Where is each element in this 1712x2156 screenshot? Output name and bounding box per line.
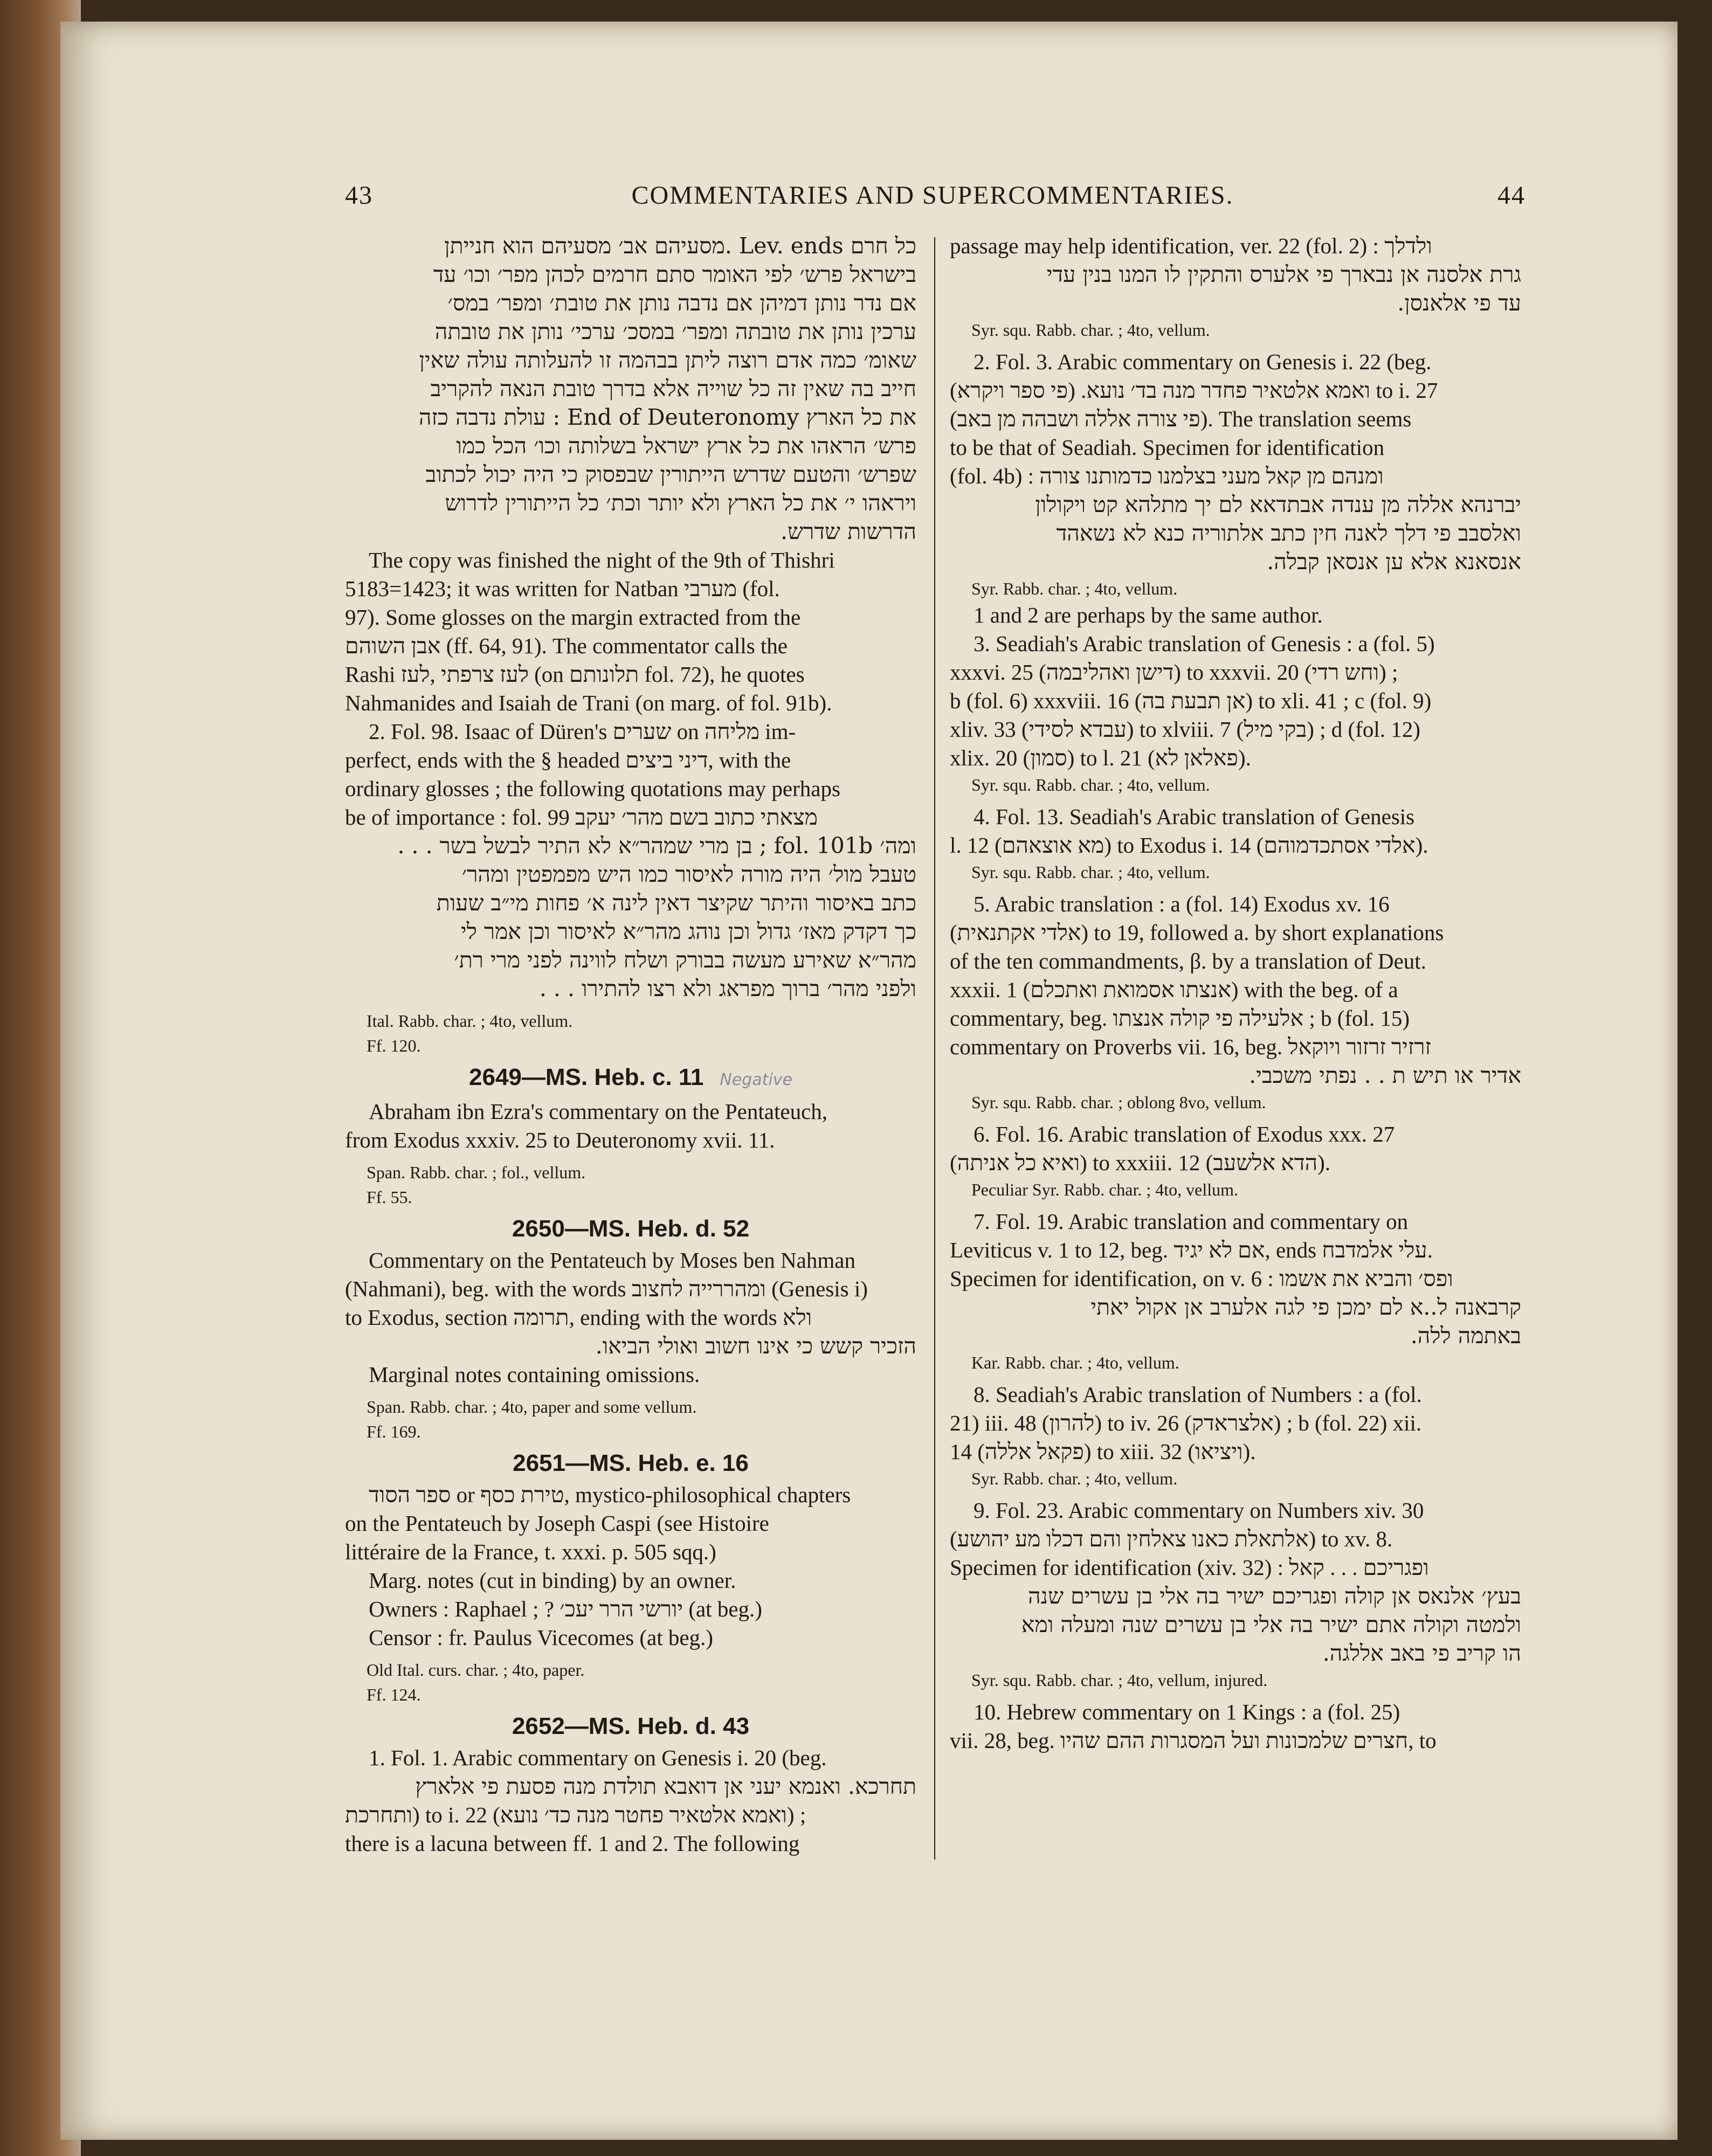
text-line: חייב בה שאין זה כל שוייה אלא בדרך טובת הנאה להקריב [430, 376, 916, 402]
folio-count: Ff. 124. [367, 1685, 421, 1704]
text-line: אם נדר נותן דמיהן אם נדבה נותן את טובת׳ ומפר׳ במס׳ [447, 290, 916, 316]
entry-2650 [345, 1212, 916, 1444]
text-line: (fol. 4b) : ומנהם מן קאל מעני בצלמנו כדמותנו צורה [950, 464, 1384, 488]
text-line: ותחרכת) to i. 22 (ואמא אלטאיר פחטר מנה כד׳ נועא) ; [345, 1802, 806, 1827]
description-meta: Syr. Rabb. char. ; 4to, vellum. [971, 1469, 1178, 1488]
text-line: באתמה ללה. [1410, 1323, 1521, 1349]
text-line: xxxii. 1 (אנצתו אסמואת ואתכלם) with the beg. of a [950, 977, 1398, 1002]
description-meta: Span. Rabb. char. ; 4to, paper and some vellum. [367, 1397, 697, 1416]
text-line: הו קריב פי באב אללגה. [1322, 1640, 1521, 1666]
text-line: (ואיא כל אניתה) to xxxiii. 12 (הדא אלשעב). [950, 1150, 1331, 1175]
text-line: יברנהא אללה מן ענדה אבתדאא לם יך מתלהא קט ויקולון [1035, 492, 1521, 517]
text-line: את כל הארץ End of Deuteronomy : עולת נדבה כזה [418, 404, 916, 430]
text-line: (Nahmani), beg. with the words ומהררייה לחצוב (Genesis i) [345, 1276, 868, 1301]
ms-heading: 2651—MS. Heb. e. 16 [513, 1450, 749, 1476]
text-line: to be that of Seadiah. Specimen for identification [950, 435, 1385, 460]
text-line: Commentary on the Pentateuch by Moses ben Nahman [369, 1248, 855, 1273]
text-line: Censor : fr. Paulus Vicecomes (at beg.) [369, 1625, 713, 1650]
text-line: הזכיר קשש כי אינו חשוב ואולי הביאו. [595, 1333, 916, 1359]
text-line: Marg. notes (cut in binding) by an owner. [369, 1568, 736, 1593]
commentary-excerpt [345, 232, 916, 546]
text-line: ויראהו י׳ את כל הארץ ולא יותר וכת׳ כל הייתורין לדרוש [445, 490, 916, 516]
text-line: 2. Fol. 98. Isaac of Düren's שערים on מליחה im- [369, 719, 796, 744]
pencil-annotation: Negative [720, 1070, 792, 1089]
text-line: כתב באיסור והיתר שקיצר דאין לינה א׳ פחות מי״ב שעות [436, 890, 916, 916]
text-line: Nahmanides and Isaiah de Trani (on marg. of fol. 91b). [345, 690, 832, 715]
item-5 [950, 890, 1521, 1115]
folio-count: Ff. 55. [367, 1187, 412, 1207]
text-line: (אלדי אקתנאית) to 19, followed a. by short explanations [950, 920, 1444, 945]
item-2-paragraph [345, 717, 916, 1058]
text-line: 14 (פקאל אללה) to xiii. 32 (ויציאו). [950, 1439, 1256, 1464]
ms-heading: 2650—MS. Heb. d. 52 [512, 1215, 750, 1242]
text-line: xlix. 20 (סמון) to l. 21 (פאלאן לא). [950, 745, 1251, 770]
text-line: littéraire de la France, t. xxxi. p. 505 sqq.) [345, 1539, 716, 1564]
text-line: מהר״א שאירע מעשה בבורק ושלח לווינה לפני מרי רת׳ [454, 947, 916, 973]
description-meta: Syr. squ. Rabb. char. ; 4to, vellum. [971, 775, 1210, 794]
description-meta: Span. Rabb. char. ; fol., vellum. [367, 1163, 586, 1182]
text-line: The copy was finished the night of the 9th of Thishri [369, 548, 835, 572]
text-line: תחרכא. ואנמא יעני אן דואבא תולדת מנה פסעת פי אלארץ [415, 1773, 916, 1799]
text-line: 7. Fol. 19. Arabic translation and commentary on [974, 1209, 1409, 1234]
text-line: commentary on Proverbs vii. 16, beg. זרזיר זרזור ויוקאל [950, 1034, 1431, 1059]
page-number-right: 44 [1497, 181, 1525, 210]
item-4 [950, 803, 1521, 884]
text-line: 4. Fol. 13. Seadiah's Arabic translation of Genesis [974, 804, 1415, 829]
item-6 [950, 1120, 1521, 1202]
description-meta: Old Ital. curs. char. ; 4to, paper. [367, 1660, 585, 1680]
column-rule [934, 237, 935, 1860]
text-line: Specimen for identification (xiv. 32) : ופגריכם . . . קאל [950, 1555, 1429, 1580]
text-line: l. 12 (מא אוצאהם) to Exodus i. 14 (אלדי אסתכדמוהם). [950, 833, 1428, 858]
text-line: שפרש׳ והטעם שדרש הייתורין שבפסוק כי היה יכול לכתוב [425, 461, 916, 487]
text-line: 97). Some glosses on the margin extracted from the [345, 605, 801, 630]
ms-heading: 2649—MS. Heb. c. 11 Negative [469, 1064, 792, 1090]
folio-count: Ff. 169. [367, 1422, 421, 1441]
text-line: עד פי אלאנסן. [1397, 290, 1521, 316]
running-header [280, 181, 1585, 218]
note-line: 1 and 2 are perhaps by the same author. [974, 603, 1323, 627]
entry-2649 [345, 1060, 916, 1210]
text-line: Owners : Raphael ; ? יורשי הרר יעכ׳ (at beg.) [369, 1597, 762, 1621]
text-line: טעבל מול׳ היה מורה לאיסור כמו היש מפמפטין ומהר׳ [461, 861, 916, 887]
ms-heading: 2652—MS. Heb. d. 43 [512, 1713, 750, 1739]
text-line: 2. Fol. 3. Arabic commentary on Genesis i. 22 (beg. [974, 349, 1432, 374]
text-line: ordinary glosses ; the following quotations may perhaps [345, 776, 840, 801]
text-line: 10. Hebrew commentary on 1 Kings : a (fol. 25) [974, 1699, 1400, 1724]
text-line: כל חרם Lev. ends .מסעיהם אב׳ מסעיהם הוא חנייתן [444, 233, 916, 259]
text-line: אבן השוהם (ff. 64, 91). The commentator calls the [345, 633, 788, 658]
text-line: Abraham ibn Ezra's commentary on the Pentateuch, [369, 1099, 828, 1124]
item-10 [950, 1698, 1521, 1755]
text-line: ולפני מהר׳ ברוך מפראג ולא רצו להתירו . . . [539, 976, 916, 1001]
text-line: בישראל פרש׳ לפי האומר סתם חרמים לכהן מפר׳ וכו׳ עד [433, 261, 916, 287]
text-line: קרבאנה ל..א לם ימכן פי לגה אלערב אן אקול יאתי [1090, 1294, 1521, 1320]
text-line: xliv. 33 (עבדא לסידי) to xlviii. 7 (בקי מיל) ; d (fol. 12) [950, 717, 1420, 742]
item-8 [950, 1380, 1521, 1491]
text-line: גרת אלסנה אן נבארך פי אלערס והתקין לו המנו בנין עדי [1046, 261, 1521, 287]
text-line: 5. Arabic translation : a (fol. 14) Exodus xv. 16 [974, 892, 1390, 916]
item-3 [950, 630, 1521, 797]
text-line: Rashi לעז צרפתי ,לעז (on תלונותם fol. 72), he quotes [345, 662, 805, 687]
text-line: be of importance : fol. 99 מצאתי כתוב בשם מהר׳ יעקב [345, 805, 818, 830]
text-line: from Exodus xxxiv. 25 to Deuteronomy xvii. 11. [345, 1128, 775, 1152]
text-line: ספר הסוד or טירת כסף, mystico-philosophical chapters [369, 1482, 851, 1507]
text-line: to Exodus, section תרומה, ending with the words ולא [345, 1305, 812, 1330]
running-title: COMMENTARIES AND SUPERCOMMENTARIES. [631, 181, 1234, 210]
text-line: ולמטה וקולה אתם ישיר בה אלי בן עשרים שנה ומעלה ומא [1021, 1612, 1521, 1637]
item-9 [950, 1496, 1521, 1692]
text-line: vii. 28, beg. חצרים שלמכונות ועל המסגרות ההם שהיו, to [950, 1728, 1437, 1753]
text-line: 5183=1423; it was written for Natban מערבי (fol. [345, 576, 780, 601]
colophon-paragraph [345, 546, 916, 717]
text-line: Leviticus v. 1 to 12, beg. אם לא יגיד, ends עלי אלמדבח. [950, 1238, 1433, 1262]
text-line: אנסאנא אלא ען אנסאן קבלה. [1267, 549, 1521, 575]
text-line: ומה׳ fol. 101b ; בן מרי שמהר״א לא התיר לבשל בשר . . . [397, 833, 916, 859]
note-line: Marginal notes containing omissions. [369, 1362, 700, 1387]
left-column [345, 232, 916, 1858]
text-line: בעץ׳ אלנאס אן קולה ופגריכם ישיר בה אלי בן עשרים שנה [1028, 1583, 1521, 1609]
description-meta: Syr. squ. Rabb. char. ; 4to, vellum, injured. [971, 1670, 1268, 1690]
text-line: on the Pentateuch by Joseph Caspi (see Histoire [345, 1511, 769, 1536]
text-line: ערכין נותן את טובתה ומפר׳ במסכ׳ ערכי׳ נותן את טובתה [434, 319, 916, 344]
text-line: פרש׳ הראהו את כל ארץ ישראל בשלותה וכו׳ הכל כמו [456, 433, 916, 459]
text-line: שאומ׳ כמה אדם רוצה ליתן בבהמה זו להעלותה עולה שאין [419, 347, 916, 373]
text-line: (אלתאלת כאנו צאלחין והם דכלו מע יהושע) to xv. 8. [950, 1526, 1393, 1551]
text-line: 3. Seadiah's Arabic translation of Genesis : a (fol. 5) [974, 631, 1435, 656]
text-line: b (fol. 6) xxxviii. 16 (אן תבעת בה) to xli. 41 ; c (fol. 9) [950, 688, 1432, 713]
text-line: (פי צורה אללה ושבהה מן באב). The translation seems [950, 406, 1412, 431]
description-meta: Ital. Rabb. char. ; 4to, vellum. [367, 1011, 573, 1031]
description-meta: Peculiar Syr. Rabb. char. ; 4to, vellum. [971, 1180, 1239, 1199]
text-line: passage may help identification, ver. 22 (fol. 2) : ולדלך [950, 233, 1432, 258]
right-column [950, 232, 1521, 1755]
text-line: הדרשות שדרש. [781, 519, 916, 544]
page-number-left: 43 [345, 181, 373, 210]
item-7 [950, 1207, 1521, 1375]
text-line: Specimen for identification, on v. 6 : ופס׳ והביא את אשמו [950, 1266, 1453, 1291]
text-line: 9. Fol. 23. Arabic commentary on Numbers xiv. 30 [974, 1498, 1424, 1523]
entry-2651 [345, 1446, 916, 1707]
description-meta: Syr. Rabb. char. ; 4to, vellum. [971, 579, 1178, 598]
text-line: xxxvi. 25 (דישן ואהליבמה) to xxxvii. 20 (וחש רדי) ; [950, 660, 1398, 685]
folio-count: Ff. 120. [367, 1036, 421, 1055]
description-meta: Syr. squ. Rabb. char. ; 4to, vellum. [971, 862, 1210, 882]
text-line: אדיר או תיש ת . . נפתי משכבי. [1249, 1062, 1521, 1088]
text-line: there is a lacuna between ff. 1 and 2. The following [345, 1831, 800, 1856]
item-2 [950, 348, 1521, 630]
text-line: of the ten commandments, β. by a translation of Deut. [950, 949, 1426, 973]
text-line: 8. Seadiah's Arabic translation of Numbers : a (fol. [974, 1382, 1422, 1407]
item-1-continued [950, 232, 1521, 342]
text-line: ואלסבב פי דלך לאנה חין כתב אלתוריה כנא לא נשאהד [1056, 520, 1521, 546]
text-line: commentary, beg. אלעילה פי קולה אנצתו ; b (fol. 15) [950, 1006, 1410, 1031]
text-line: 21) iii. 48 (להרון) to iv. 26 (אלצראדק) ; b (fol. 22) xii. [950, 1411, 1422, 1435]
description-meta: Syr. squ. Rabb. char. ; 4to, vellum. [971, 320, 1210, 340]
text-line: כך דקדק מאז׳ גדול וכן נוהג מהר״א לאיסור וכן אמר לי [460, 918, 916, 944]
description-meta: Syr. squ. Rabb. char. ; oblong 8vo, vellum. [971, 1093, 1266, 1112]
text-line: ואמא אלטאיר פחדר מנה בד׳ נועא. (פי ספר ויקרא) to i. 27 [950, 378, 1438, 403]
text-line: 6. Fol. 16. Arabic translation of Exodus xxx. 27 [974, 1122, 1395, 1146]
text-line: 1. Fol. 1. Arabic commentary on Genesis i. 20 (beg. [369, 1745, 827, 1770]
entry-2652 [345, 1709, 916, 1858]
text-line: perfect, ends with the § headed דיני ביצים, with the [345, 748, 791, 772]
description-meta: Kar. Rabb. char. ; 4to, vellum. [971, 1353, 1179, 1372]
